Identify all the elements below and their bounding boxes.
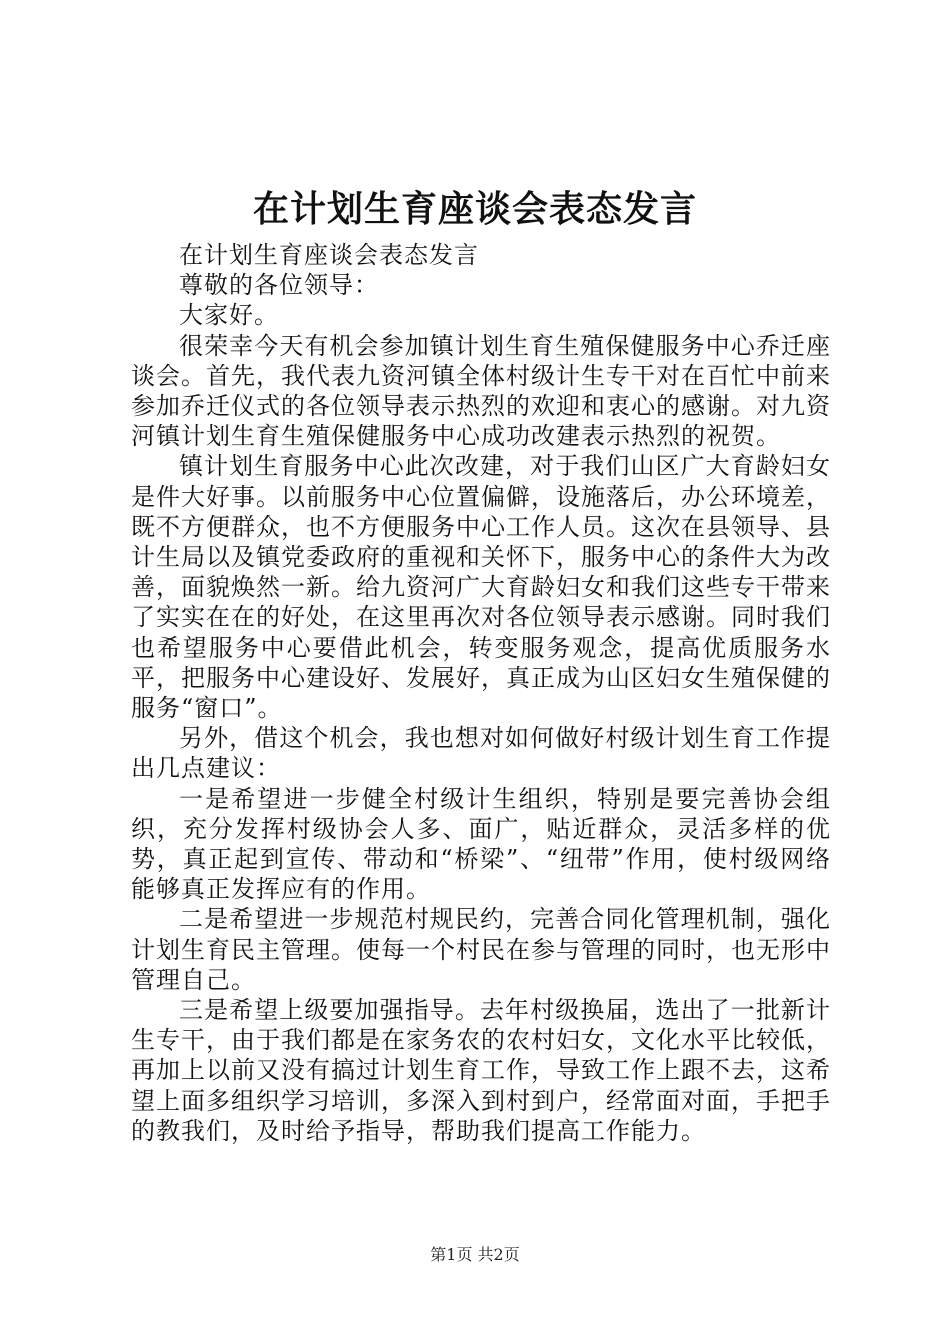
paragraph-suggestion-one: 一是希望进一步健全村级计生组织，特别是要完善协会组织，充分发挥村级协会人多、面广，贴近群众，灵活多样的优势，真正起到宣传、带动和“桥梁”、“纽带”作用，使村级网络能够真正发挥应有的作用。	[131, 784, 831, 904]
document-title: 在计划生育座谈会表态发言	[252, 188, 697, 230]
paragraph-salutation: 尊敬的各位领导：	[179, 271, 379, 300]
paragraph-renovation: 镇计划生育服务中心此次改建，对于我们山区广大育龄妇女是件大好事。以前服务中心位置偏僻，设施落后，办公环境差，既不方便群众，也不方便服务中心工作人员。这次在县领导、县计生局以及镇党委政府的重视和关怀下，服务中心的条件大为改善，面貌焕然一新。给九资河广大育龄妇女和我们这些专干带来了实实在在的好处，在这里再次对各位领导表示感谢。同时我们也希望服务中心要借此机会，转变服务观念，提高优质服务水平，把服务中心建设好、发展好，真正成为山区妇女生殖保健的服务“窗口”。	[131, 452, 831, 723]
paragraph-suggestions-intro: 另外，借这个机会，我也想对如何做好村级计划生育工作提出几点建议：	[131, 724, 831, 783]
paragraph-suggestion-three: 三是希望上级要加强指导。去年村级换届，选出了一批新计生专干，由于我们都是在家务农的农村妇女，文化水平比较低，再加上以前又没有搞过计划生育工作，导致工作上跟不去，这希望上面多组织学习培训，多深入到村到户，经常面对面，手把手的教我们，及时给予指导，帮助我们提高工作能力。	[131, 996, 831, 1145]
paragraph-suggestion-two: 二是希望进一步规范村规民约，完善合同化管理机制，强化计划生育民主管理。使每一个村民在参与管理的同时，也无形中管理自己。	[131, 905, 831, 994]
paragraph-heading-repeat: 在计划生育座谈会表态发言	[179, 241, 479, 269]
page-number-footer: 第1页 共2页	[430, 1245, 520, 1264]
document-body	[131, 240, 831, 1146]
paragraph-opening: 很荣幸今天有机会参加镇计划生育生殖保健服务中心乔迁座谈会。首先，我代表九资河镇全体村级计生专干对在百忙中前来参加乔迁仪式的各位领导表示热烈的欢迎和衷心的感谢。对九资河镇计划生育生殖保健服务中心成功改建表示热烈的祝贺。	[131, 331, 831, 451]
paragraph-greeting: 大家好。	[179, 301, 279, 330]
